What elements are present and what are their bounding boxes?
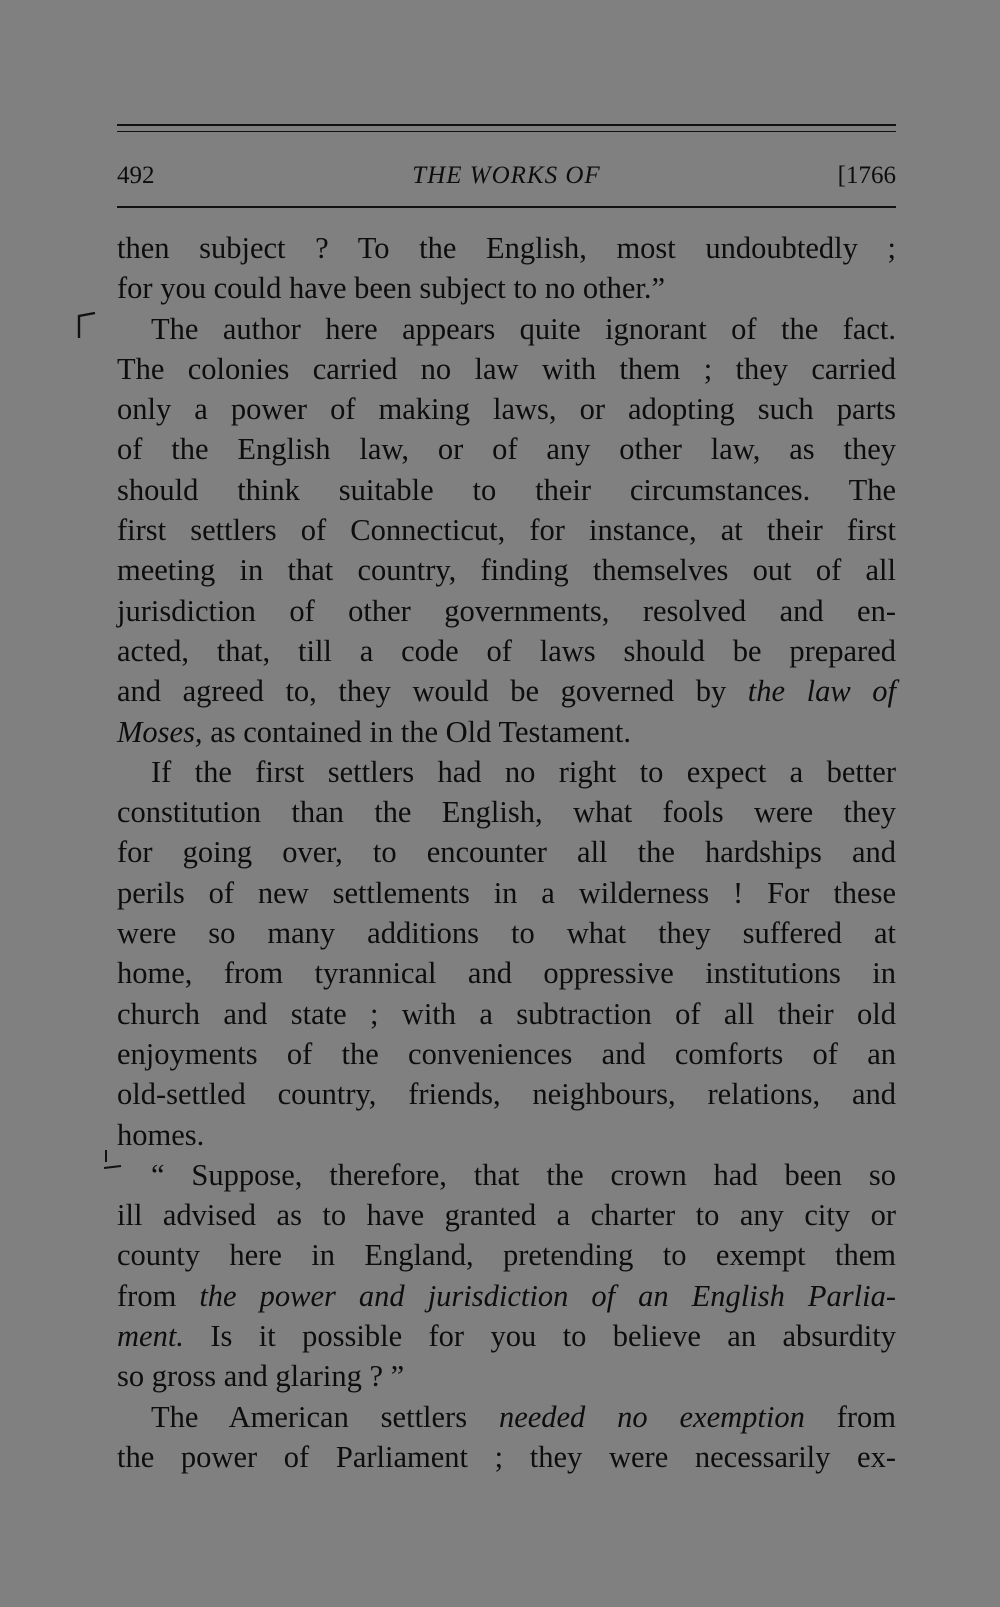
text-segment: from (117, 1278, 200, 1313)
text-line (117, 913, 896, 953)
text-line (117, 389, 896, 429)
text-segment: county here in England, pretending to exempt them (117, 1238, 896, 1273)
book-page (117, 124, 896, 1477)
text-segment: enjoyments of the conveniences and comforts of an (117, 1036, 896, 1071)
text-segment: for going over, to encounter all the hardships and (117, 835, 896, 870)
text-line (117, 1397, 896, 1437)
text-line (117, 671, 896, 711)
text-line (117, 631, 896, 671)
italic-text: Moses, (117, 714, 203, 749)
text-line (117, 1034, 896, 1074)
text-line (117, 994, 896, 1034)
head-rule (117, 206, 896, 208)
text-segment: the power of Parliament ; they were necessarily ex- (117, 1439, 896, 1474)
text-segment: If the first settlers had no right to expect a better (151, 754, 896, 789)
text-segment: of the English law, or of any other law, as they (117, 432, 896, 467)
text-line (117, 470, 896, 510)
text-line (117, 429, 896, 469)
text-line (117, 309, 896, 349)
text-segment: should think suitable to their circumstances. The (117, 472, 896, 507)
text-line (117, 1437, 896, 1477)
text-segment: and agreed to, they would be governed by (117, 674, 748, 709)
text-segment: so gross and glaring ? ” (117, 1359, 405, 1394)
italic-text: the law of (747, 674, 896, 709)
running-title: THE WORKS OF (412, 162, 601, 189)
top-rule (117, 124, 896, 126)
text-segment: perils of new settlements in a wilderness ! For these (117, 875, 896, 910)
top-rule-thin (117, 131, 896, 132)
text-segment: then subject ? To the English, most undoubtedly ; (117, 231, 896, 265)
text-line (117, 1235, 896, 1275)
text-line (117, 550, 896, 590)
body-text (117, 228, 896, 1477)
text-line (117, 268, 896, 308)
italic-text: ment. (117, 1319, 184, 1354)
text-line (117, 1074, 896, 1114)
text-segment: acted, that, till a code of laws should be prepared (117, 633, 896, 668)
page-number: 492 (117, 162, 155, 189)
text-segment: were so many additions to what they suffered at (117, 916, 896, 951)
text-line (117, 832, 896, 872)
text-line (117, 752, 896, 792)
text-line (117, 349, 896, 389)
text-segment: home, from tyrannical and oppressive institutions in (117, 956, 896, 991)
text-line (117, 953, 896, 993)
running-head (117, 162, 896, 202)
text-line (117, 591, 896, 631)
text-segment: homes. (117, 1117, 205, 1152)
text-line (117, 1316, 896, 1356)
text-line (117, 510, 896, 550)
text-segment: first settlers of Connecticut, for instance, at their first (117, 513, 896, 548)
text-segment: from (804, 1399, 897, 1434)
text-line (117, 1356, 896, 1396)
text-line (117, 1115, 896, 1155)
text-line (117, 1155, 896, 1195)
margin-bracket-mark (76, 312, 98, 340)
text-segment: only a power of making laws, or adopting such parts (117, 392, 896, 427)
text-segment: as contained in the Old Testament. (202, 714, 631, 749)
text-line (117, 712, 896, 752)
margin-bracket-mark-lower (103, 1148, 125, 1176)
text-line (117, 1195, 896, 1235)
text-segment: old-settled country, friends, neighbours, relations, and (117, 1077, 896, 1112)
text-segment: The author here appears quite ignorant of the fact. (151, 311, 896, 346)
italic-text: the power and jurisdiction of an English Parlia- (199, 1278, 896, 1313)
text-segment: The colonies carried no law with them ; they carried (117, 351, 896, 386)
text-segment: church and state ; with a subtraction of all their old (117, 996, 896, 1031)
text-line (117, 873, 896, 913)
running-year: [1766 (837, 162, 896, 189)
text-line (117, 228, 896, 268)
text-segment: for you could have been subject to no other.” (117, 271, 665, 306)
text-line (117, 792, 896, 832)
text-segment: ill advised as to have granted a charter to any city or (117, 1198, 896, 1233)
text-segment: The American settlers (151, 1399, 499, 1434)
text-segment: Is it possible for you to believe an absurdity (183, 1319, 896, 1354)
text-line (117, 1276, 896, 1316)
text-segment: jurisdiction of other governments, resolved and en- (117, 593, 896, 628)
italic-text: needed no exemption (498, 1399, 805, 1434)
text-segment: meeting in that country, finding themselves out of all (117, 553, 896, 588)
text-segment: “ Suppose, therefore, that the crown had been so (151, 1157, 896, 1192)
text-segment: constitution than the English, what fools were they (117, 795, 896, 830)
